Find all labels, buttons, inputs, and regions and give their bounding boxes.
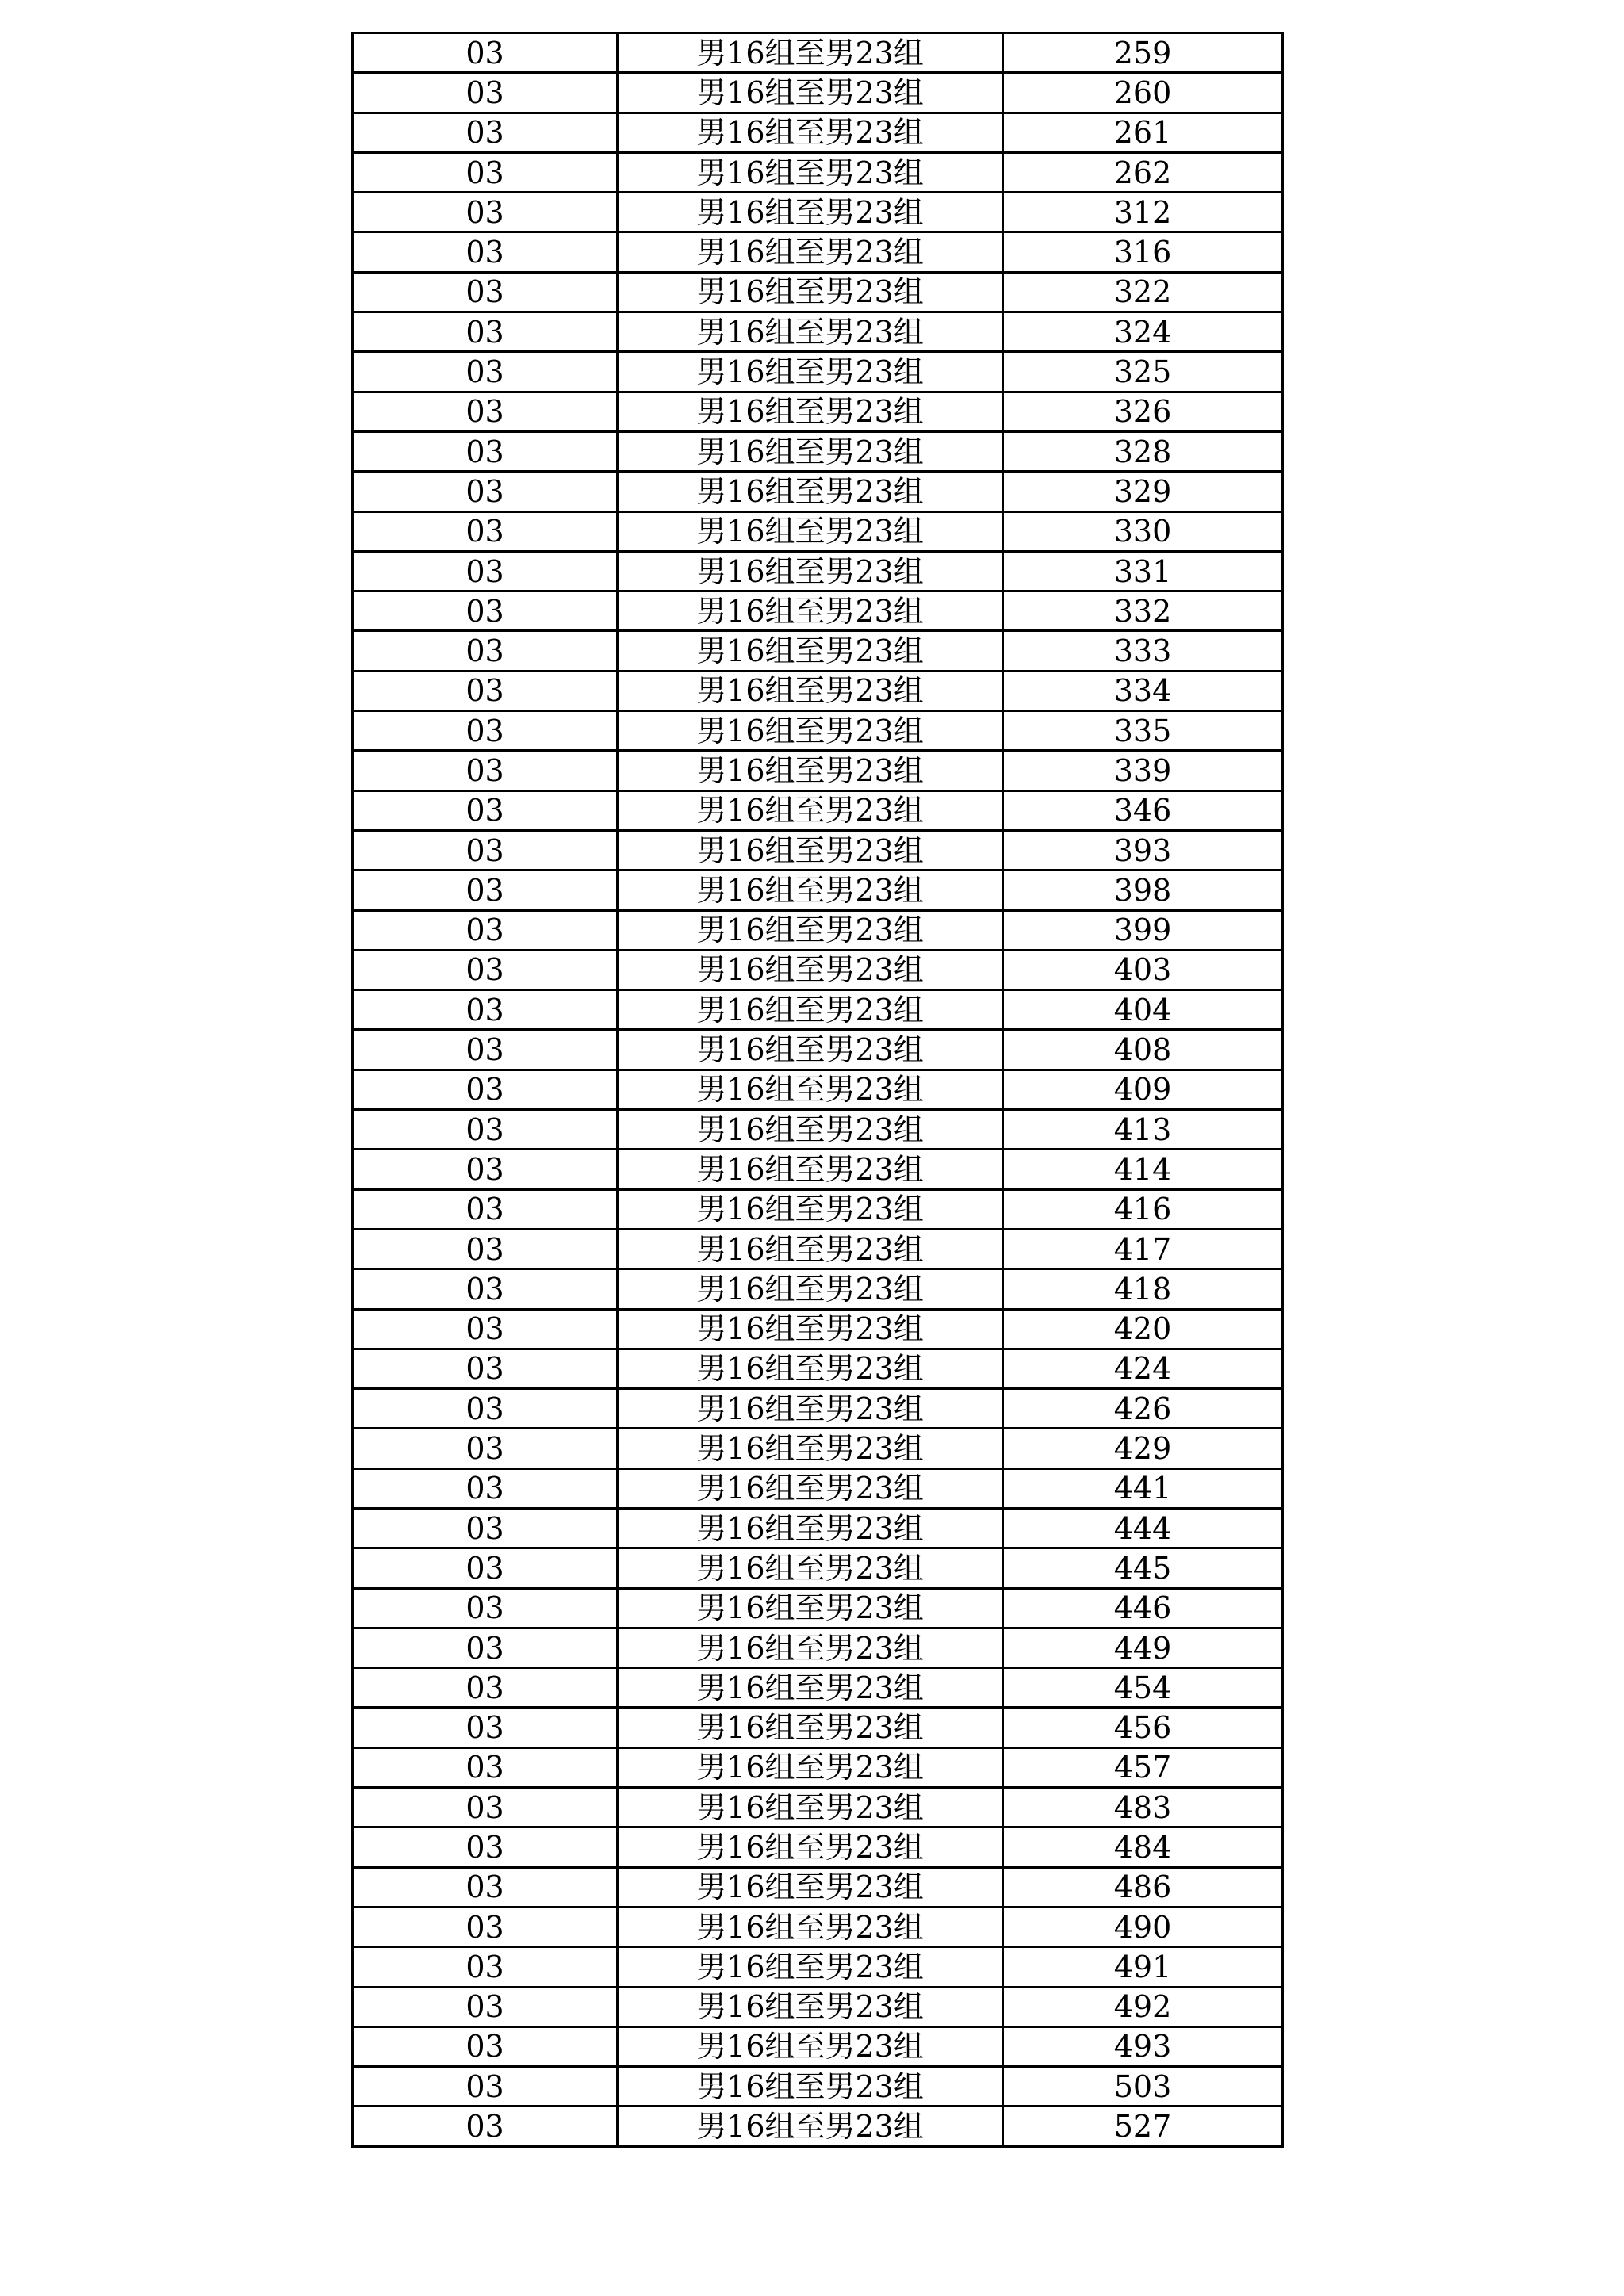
number-cell: 490 xyxy=(1003,1907,1283,1946)
number-cell: 408 xyxy=(1003,1030,1283,1070)
number-cell: 418 xyxy=(1003,1269,1283,1309)
number-cell: 409 xyxy=(1003,1070,1283,1109)
code-cell: 03 xyxy=(353,910,618,950)
code-cell: 03 xyxy=(353,1070,618,1109)
group-cell: 男16组至男23组 xyxy=(618,431,1003,471)
group-cell: 男16组至男23组 xyxy=(618,591,1003,631)
table-row xyxy=(353,1788,1283,1827)
number-cell: 403 xyxy=(1003,950,1283,989)
number-cell: 404 xyxy=(1003,990,1283,1030)
code-cell: 03 xyxy=(353,551,618,591)
table-row xyxy=(353,1987,1283,2026)
number-cell: 416 xyxy=(1003,1189,1283,1229)
data-table xyxy=(351,32,1284,2148)
group-cell: 男16组至男23组 xyxy=(618,790,1003,830)
code-cell: 03 xyxy=(353,73,618,113)
group-cell: 男16组至男23组 xyxy=(618,830,1003,870)
number-cell: 420 xyxy=(1003,1309,1283,1349)
group-cell: 男16组至男23组 xyxy=(618,1747,1003,1787)
number-cell: 446 xyxy=(1003,1588,1283,1628)
group-cell: 男16组至男23组 xyxy=(618,1150,1003,1189)
code-cell: 03 xyxy=(353,1229,618,1269)
table-row xyxy=(353,193,1283,232)
table-row xyxy=(353,1468,1283,1508)
table-row xyxy=(353,232,1283,272)
code-cell: 03 xyxy=(353,1309,618,1349)
group-cell: 男16组至男23组 xyxy=(618,472,1003,511)
code-cell: 03 xyxy=(353,1907,618,1946)
group-cell: 男16组至男23组 xyxy=(618,1429,1003,1468)
group-cell: 男16组至男23组 xyxy=(618,1468,1003,1508)
table-row xyxy=(353,33,1283,73)
number-cell: 316 xyxy=(1003,232,1283,272)
group-cell: 男16组至男23组 xyxy=(618,2067,1003,2107)
table-row xyxy=(353,1508,1283,1548)
group-cell: 男16组至男23组 xyxy=(618,1907,1003,1946)
code-cell: 03 xyxy=(353,751,618,790)
number-cell: 491 xyxy=(1003,1947,1283,1987)
number-cell: 457 xyxy=(1003,1747,1283,1787)
group-cell: 男16组至男23组 xyxy=(618,2107,1003,2146)
table-row xyxy=(353,392,1283,431)
group-cell: 男16组至男23组 xyxy=(618,1947,1003,1987)
number-cell: 441 xyxy=(1003,1468,1283,1508)
number-cell: 493 xyxy=(1003,2026,1283,2066)
code-cell: 03 xyxy=(353,272,618,312)
table-row xyxy=(353,73,1283,113)
number-cell: 444 xyxy=(1003,1508,1283,1548)
number-cell: 331 xyxy=(1003,551,1283,591)
group-cell: 男16组至男23组 xyxy=(618,671,1003,710)
code-cell: 03 xyxy=(353,1588,618,1628)
code-cell: 03 xyxy=(353,1468,618,1508)
number-cell: 456 xyxy=(1003,1708,1283,1747)
table-row xyxy=(353,990,1283,1030)
number-cell: 339 xyxy=(1003,751,1283,790)
table-row xyxy=(353,1867,1283,1907)
table-row xyxy=(353,431,1283,471)
table-row xyxy=(353,591,1283,631)
code-cell: 03 xyxy=(353,711,618,751)
code-cell: 03 xyxy=(353,1548,618,1588)
group-cell: 男16组至男23组 xyxy=(618,1189,1003,1229)
code-cell: 03 xyxy=(353,1110,618,1150)
code-cell: 03 xyxy=(353,232,618,272)
table-row xyxy=(353,1389,1283,1429)
group-cell: 男16组至男23组 xyxy=(618,1269,1003,1309)
code-cell: 03 xyxy=(353,113,618,152)
number-cell: 346 xyxy=(1003,790,1283,830)
number-cell: 426 xyxy=(1003,1389,1283,1429)
number-cell: 527 xyxy=(1003,2107,1283,2146)
group-cell: 男16组至男23组 xyxy=(618,1548,1003,1588)
number-cell: 312 xyxy=(1003,193,1283,232)
table-row xyxy=(353,2026,1283,2066)
code-cell: 03 xyxy=(353,830,618,870)
number-cell: 399 xyxy=(1003,910,1283,950)
table-row xyxy=(353,671,1283,710)
code-cell: 03 xyxy=(353,1628,618,1667)
group-cell: 男16组至男23组 xyxy=(618,152,1003,192)
group-cell: 男16组至男23组 xyxy=(618,1788,1003,1827)
code-cell: 03 xyxy=(353,1189,618,1229)
group-cell: 男16组至男23组 xyxy=(618,1349,1003,1388)
number-cell: 445 xyxy=(1003,1548,1283,1588)
number-cell: 259 xyxy=(1003,33,1283,73)
table-row xyxy=(353,790,1283,830)
table-row xyxy=(353,152,1283,192)
table-row xyxy=(353,1588,1283,1628)
group-cell: 男16组至男23组 xyxy=(618,950,1003,989)
code-cell: 03 xyxy=(353,1030,618,1070)
table-row xyxy=(353,2107,1283,2146)
code-cell: 03 xyxy=(353,33,618,73)
group-cell: 男16组至男23组 xyxy=(618,1070,1003,1109)
group-cell: 男16组至男23组 xyxy=(618,1708,1003,1747)
table-row xyxy=(353,910,1283,950)
number-cell: 262 xyxy=(1003,152,1283,192)
number-cell: 334 xyxy=(1003,671,1283,710)
group-cell: 男16组至男23组 xyxy=(618,73,1003,113)
code-cell: 03 xyxy=(353,1389,618,1429)
code-cell: 03 xyxy=(353,511,618,551)
group-cell: 男16组至男23组 xyxy=(618,2026,1003,2066)
group-cell: 男16组至男23组 xyxy=(618,1030,1003,1070)
code-cell: 03 xyxy=(353,1668,618,1708)
table-row xyxy=(353,1189,1283,1229)
number-cell: 417 xyxy=(1003,1229,1283,1269)
table-row xyxy=(353,1070,1283,1109)
table-row xyxy=(353,1947,1283,1987)
group-cell: 男16组至男23组 xyxy=(618,910,1003,950)
group-cell: 男16组至男23组 xyxy=(618,312,1003,352)
code-cell: 03 xyxy=(353,950,618,989)
group-cell: 男16组至男23组 xyxy=(618,1668,1003,1708)
table-row xyxy=(353,1229,1283,1269)
code-cell: 03 xyxy=(353,1349,618,1388)
group-cell: 男16组至男23组 xyxy=(618,272,1003,312)
code-cell: 03 xyxy=(353,312,618,352)
group-cell: 男16组至男23组 xyxy=(618,113,1003,152)
group-cell: 男16组至男23组 xyxy=(618,33,1003,73)
number-cell: 414 xyxy=(1003,1150,1283,1189)
code-cell: 03 xyxy=(353,671,618,710)
number-cell: 322 xyxy=(1003,272,1283,312)
code-cell: 03 xyxy=(353,990,618,1030)
table-row xyxy=(353,950,1283,989)
group-cell: 男16组至男23组 xyxy=(618,1309,1003,1349)
table-row xyxy=(353,1907,1283,1946)
group-cell: 男16组至男23组 xyxy=(618,193,1003,232)
code-cell: 03 xyxy=(353,1150,618,1189)
code-cell: 03 xyxy=(353,1987,618,2026)
code-cell: 03 xyxy=(353,1788,618,1827)
code-cell: 03 xyxy=(353,392,618,431)
number-cell: 326 xyxy=(1003,392,1283,431)
code-cell: 03 xyxy=(353,1708,618,1747)
number-cell: 492 xyxy=(1003,1987,1283,2026)
group-cell: 男16组至男23组 xyxy=(618,1229,1003,1269)
group-cell: 男16组至男23组 xyxy=(618,1588,1003,1628)
number-cell: 449 xyxy=(1003,1628,1283,1667)
table-row xyxy=(353,472,1283,511)
group-cell: 男16组至男23组 xyxy=(618,1389,1003,1429)
table-row xyxy=(353,631,1283,671)
number-cell: 261 xyxy=(1003,113,1283,152)
group-cell: 男16组至男23组 xyxy=(618,551,1003,591)
table-row xyxy=(353,830,1283,870)
number-cell: 484 xyxy=(1003,1827,1283,1867)
code-cell: 03 xyxy=(353,871,618,910)
table-body xyxy=(353,33,1283,2147)
code-cell: 03 xyxy=(353,1947,618,1987)
table-row xyxy=(353,711,1283,751)
group-cell: 男16组至男23组 xyxy=(618,751,1003,790)
table-row xyxy=(353,1349,1283,1388)
number-cell: 328 xyxy=(1003,431,1283,471)
code-cell: 03 xyxy=(353,1429,618,1468)
group-cell: 男16组至男23组 xyxy=(618,871,1003,910)
table-row xyxy=(353,1708,1283,1747)
table-row xyxy=(353,312,1283,352)
table-row xyxy=(353,1548,1283,1588)
group-cell: 男16组至男23组 xyxy=(618,1987,1003,2026)
number-cell: 330 xyxy=(1003,511,1283,551)
number-cell: 429 xyxy=(1003,1429,1283,1468)
group-cell: 男16组至男23组 xyxy=(618,1110,1003,1150)
table-row xyxy=(353,1150,1283,1189)
number-cell: 454 xyxy=(1003,1668,1283,1708)
code-cell: 03 xyxy=(353,1269,618,1309)
table-row xyxy=(353,1429,1283,1468)
number-cell: 325 xyxy=(1003,352,1283,392)
table-row xyxy=(353,272,1283,312)
table-row xyxy=(353,2067,1283,2107)
number-cell: 486 xyxy=(1003,1867,1283,1907)
table-row xyxy=(353,1747,1283,1787)
table-row xyxy=(353,551,1283,591)
group-cell: 男16组至男23组 xyxy=(618,990,1003,1030)
number-cell: 503 xyxy=(1003,2067,1283,2107)
group-cell: 男16组至男23组 xyxy=(618,1827,1003,1867)
code-cell: 03 xyxy=(353,2107,618,2146)
number-cell: 393 xyxy=(1003,830,1283,870)
group-cell: 男16组至男23组 xyxy=(618,352,1003,392)
number-cell: 260 xyxy=(1003,73,1283,113)
code-cell: 03 xyxy=(353,790,618,830)
number-cell: 424 xyxy=(1003,1349,1283,1388)
code-cell: 03 xyxy=(353,2067,618,2107)
table-row xyxy=(353,1668,1283,1708)
code-cell: 03 xyxy=(353,472,618,511)
code-cell: 03 xyxy=(353,631,618,671)
table-row xyxy=(353,113,1283,152)
group-cell: 男16组至男23组 xyxy=(618,711,1003,751)
table-row xyxy=(353,1309,1283,1349)
table-row xyxy=(353,871,1283,910)
code-cell: 03 xyxy=(353,193,618,232)
code-cell: 03 xyxy=(353,1827,618,1867)
table-row xyxy=(353,352,1283,392)
code-cell: 03 xyxy=(353,152,618,192)
code-cell: 03 xyxy=(353,1747,618,1787)
number-cell: 329 xyxy=(1003,472,1283,511)
number-cell: 335 xyxy=(1003,711,1283,751)
number-cell: 398 xyxy=(1003,871,1283,910)
table-row xyxy=(353,1628,1283,1667)
group-cell: 男16组至男23组 xyxy=(618,511,1003,551)
code-cell: 03 xyxy=(353,2026,618,2066)
number-cell: 413 xyxy=(1003,1110,1283,1150)
code-cell: 03 xyxy=(353,431,618,471)
group-cell: 男16组至男23组 xyxy=(618,232,1003,272)
table-row xyxy=(353,1030,1283,1070)
group-cell: 男16组至男23组 xyxy=(618,1867,1003,1907)
table-row xyxy=(353,511,1283,551)
code-cell: 03 xyxy=(353,591,618,631)
number-cell: 333 xyxy=(1003,631,1283,671)
table-row xyxy=(353,1827,1283,1867)
number-cell: 332 xyxy=(1003,591,1283,631)
code-cell: 03 xyxy=(353,1508,618,1548)
table-row xyxy=(353,1269,1283,1309)
number-cell: 483 xyxy=(1003,1788,1283,1827)
table-row xyxy=(353,751,1283,790)
group-cell: 男16组至男23组 xyxy=(618,392,1003,431)
code-cell: 03 xyxy=(353,1867,618,1907)
group-cell: 男16组至男23组 xyxy=(618,631,1003,671)
code-cell: 03 xyxy=(353,352,618,392)
group-cell: 男16组至男23组 xyxy=(618,1628,1003,1667)
table-row xyxy=(353,1110,1283,1150)
group-cell: 男16组至男23组 xyxy=(618,1508,1003,1548)
number-cell: 324 xyxy=(1003,312,1283,352)
